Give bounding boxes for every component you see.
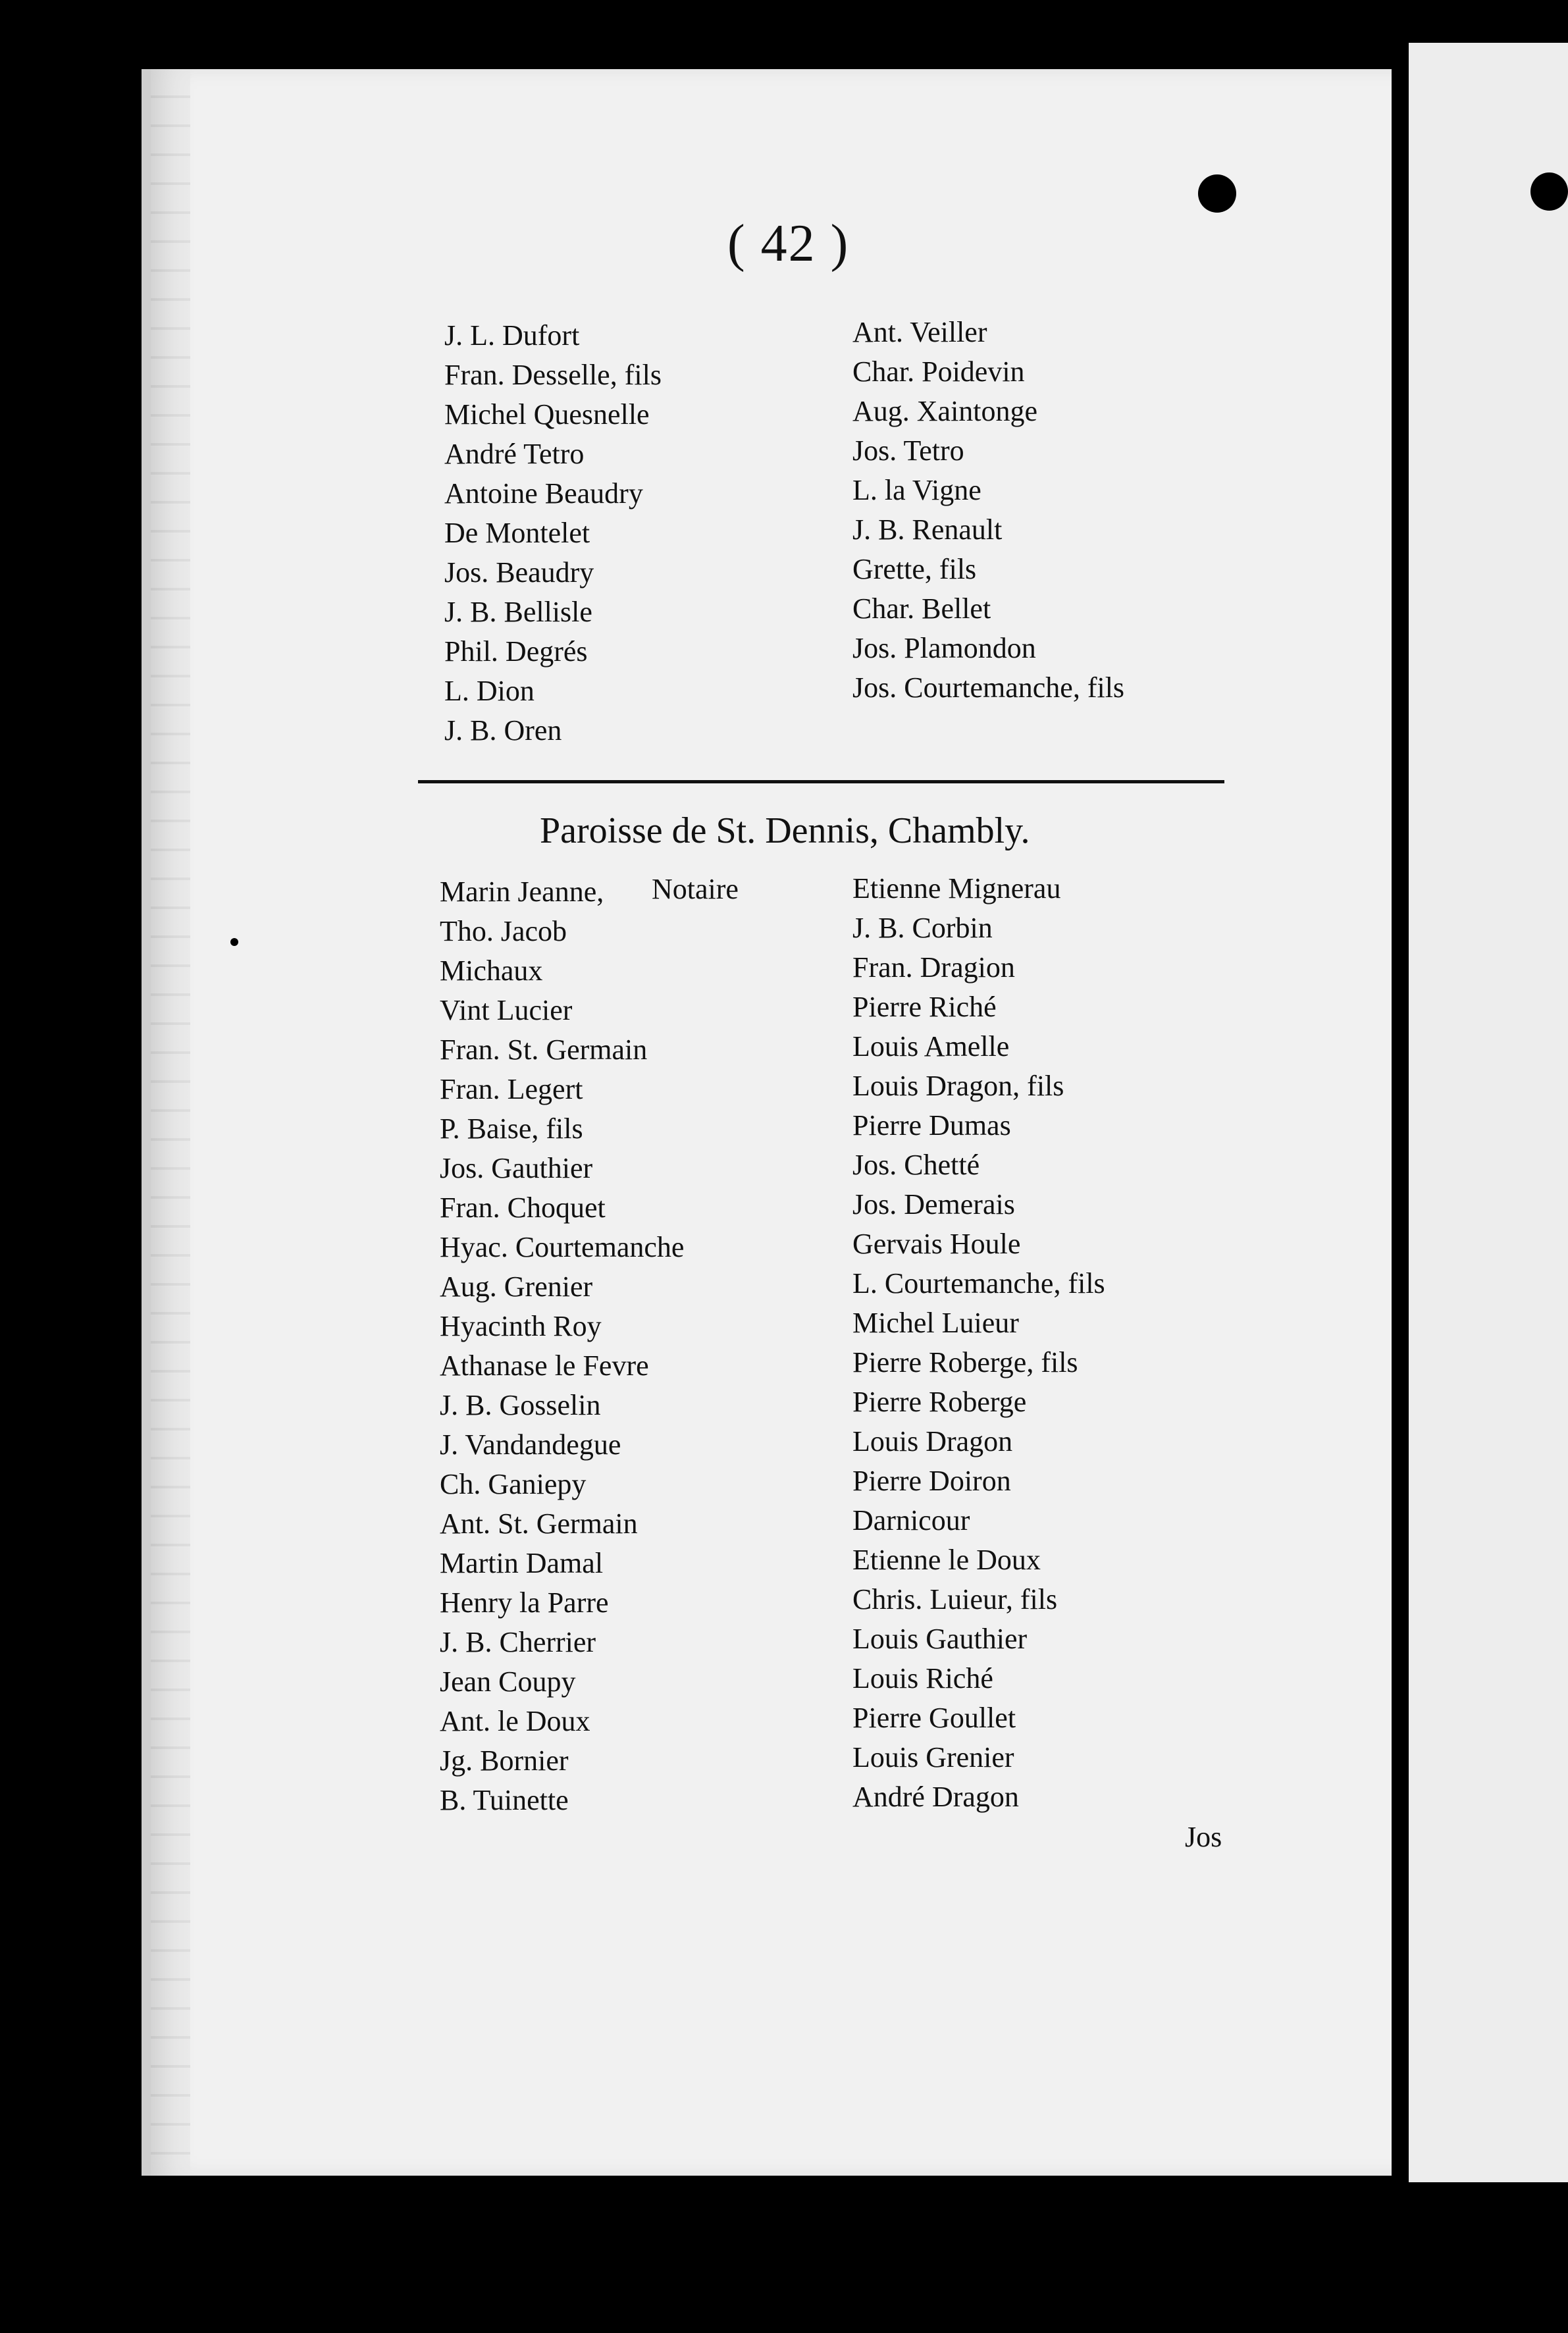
list-entry: Char. Bellet (852, 592, 991, 625)
list-entry: B. Tuinette (440, 1784, 569, 1816)
facing-page-edge (1409, 43, 1568, 2182)
list-entry: Louis Grenier (852, 1741, 1014, 1773)
list-entry: Louis Dragon, fils (852, 1070, 1064, 1102)
list-entry: Louis Gauthier (852, 1623, 1028, 1655)
list-entry: Jos. Plamondon (852, 632, 1036, 664)
list-entry: Darnicour (852, 1504, 970, 1536)
list-entry: Jos. Beaudry (444, 556, 594, 589)
section-right-column (852, 869, 1105, 1817)
list-entry: J. B. Bellisle (444, 596, 592, 628)
list-entry: Etienne le Doux (852, 1544, 1041, 1576)
catchword: Jos (1185, 1821, 1222, 1853)
list-entry: Michel Quesnelle (444, 398, 650, 431)
list-entry: De Montelet (444, 517, 590, 549)
list-entry: Chris. Luieur, fils (852, 1583, 1058, 1615)
list-entry: André Tetro (444, 438, 585, 470)
top-list-right-column (852, 313, 1124, 708)
section-heading: Paroisse de St. Dennis, Chambly. (540, 810, 1030, 851)
list-entry: Antoine Beaudry (444, 477, 643, 510)
list-entry: André Dragon (852, 1781, 1019, 1813)
ink-blot (1198, 174, 1236, 213)
section-left-column (440, 872, 684, 1820)
list-entry: Jos. Chetté (852, 1149, 980, 1181)
list-entry: Jean Coupy (440, 1665, 576, 1698)
ink-speck (230, 938, 238, 946)
page-number: ( 42 ) (727, 215, 850, 273)
document-page (142, 69, 1392, 2176)
list-entry: Louis Dragon (852, 1425, 1013, 1457)
list-entry: Marin Jeanne, (440, 876, 604, 908)
list-entry: Ant. le Doux (440, 1705, 590, 1737)
list-entry: Jos. Courtemanche, fils (852, 671, 1125, 704)
list-entry: Aug. Xaintonge (852, 395, 1038, 427)
list-entry: Fran. Desselle, fils (444, 359, 662, 391)
list-entry: J. B. Oren (444, 714, 562, 747)
list-entry: L. la Vigne (852, 474, 981, 506)
list-entry: L. Courtemanche, fils (852, 1267, 1105, 1299)
list-entry: J. Vandandegue (440, 1429, 621, 1461)
section-divider-rule (418, 780, 1224, 783)
page-binding-edge (151, 69, 190, 2176)
list-entry: Pierre Goullet (852, 1702, 1016, 1734)
ink-blot (1530, 172, 1568, 211)
list-entry: Ant. St. Germain (440, 1507, 638, 1540)
list-entry: Jg. Bornier (440, 1744, 569, 1777)
list-entry: Ant. Veiller (852, 316, 987, 348)
list-entry: Michaux (440, 955, 543, 987)
list-entry: L. Dion (444, 675, 535, 707)
list-entry: Athanase le Fevre (440, 1350, 649, 1382)
list-entry: Louis Amelle (852, 1030, 1010, 1062)
list-entry: Hyacinth Roy (440, 1310, 602, 1342)
list-entry: Martin Damal (440, 1547, 604, 1579)
list-entry: Pierre Dumas (852, 1109, 1011, 1141)
list-entry: J. B. Cherrier (440, 1626, 596, 1658)
list-entry: Gervais Houle (852, 1228, 1021, 1260)
list-entry: Fran. Choquet (440, 1192, 606, 1224)
list-entry: Grette, fils (852, 553, 977, 585)
list-entry: Henry la Parre (440, 1586, 609, 1619)
list-entry: Hyac. Courtemanche (440, 1231, 685, 1263)
list-entry: Pierre Doiron (852, 1465, 1011, 1497)
list-entry: Tho. Jacob (440, 915, 567, 947)
list-entry: Phil. Degrés (444, 635, 588, 668)
list-entry: Etienne Mignerau (852, 872, 1061, 904)
top-list-left-column (444, 316, 662, 750)
list-entry: J. L. Dufort (444, 319, 580, 352)
list-entry: Fran. St. Germain (440, 1034, 648, 1066)
list-entry: J. B. Corbin (852, 912, 993, 944)
list-entry: Louis Riché (852, 1662, 993, 1694)
list-entry: Fran. Legert (440, 1073, 583, 1105)
list-entry: P. Baise, fils (440, 1113, 583, 1145)
notaire-label: Notaire (652, 873, 739, 905)
list-entry: Pierre Roberge, fils (852, 1346, 1078, 1378)
list-entry: Aug. Grenier (440, 1271, 593, 1303)
list-entry: Michel Luieur (852, 1307, 1019, 1339)
list-entry: Pierre Roberge (852, 1386, 1027, 1418)
list-entry: Pierre Riché (852, 991, 997, 1023)
list-entry: Vint Lucier (440, 994, 573, 1026)
list-entry: Jos. Tetro (852, 434, 964, 467)
list-entry: Ch. Ganiepy (440, 1468, 587, 1500)
list-entry: J. B. Renault (852, 513, 1003, 546)
list-entry: Char. Poidevin (852, 355, 1025, 388)
list-entry: Jos. Demerais (852, 1188, 1015, 1220)
list-entry: J. B. Gosselin (440, 1389, 601, 1421)
list-entry: Fran. Dragion (852, 951, 1015, 983)
list-entry: Jos. Gauthier (440, 1152, 593, 1184)
